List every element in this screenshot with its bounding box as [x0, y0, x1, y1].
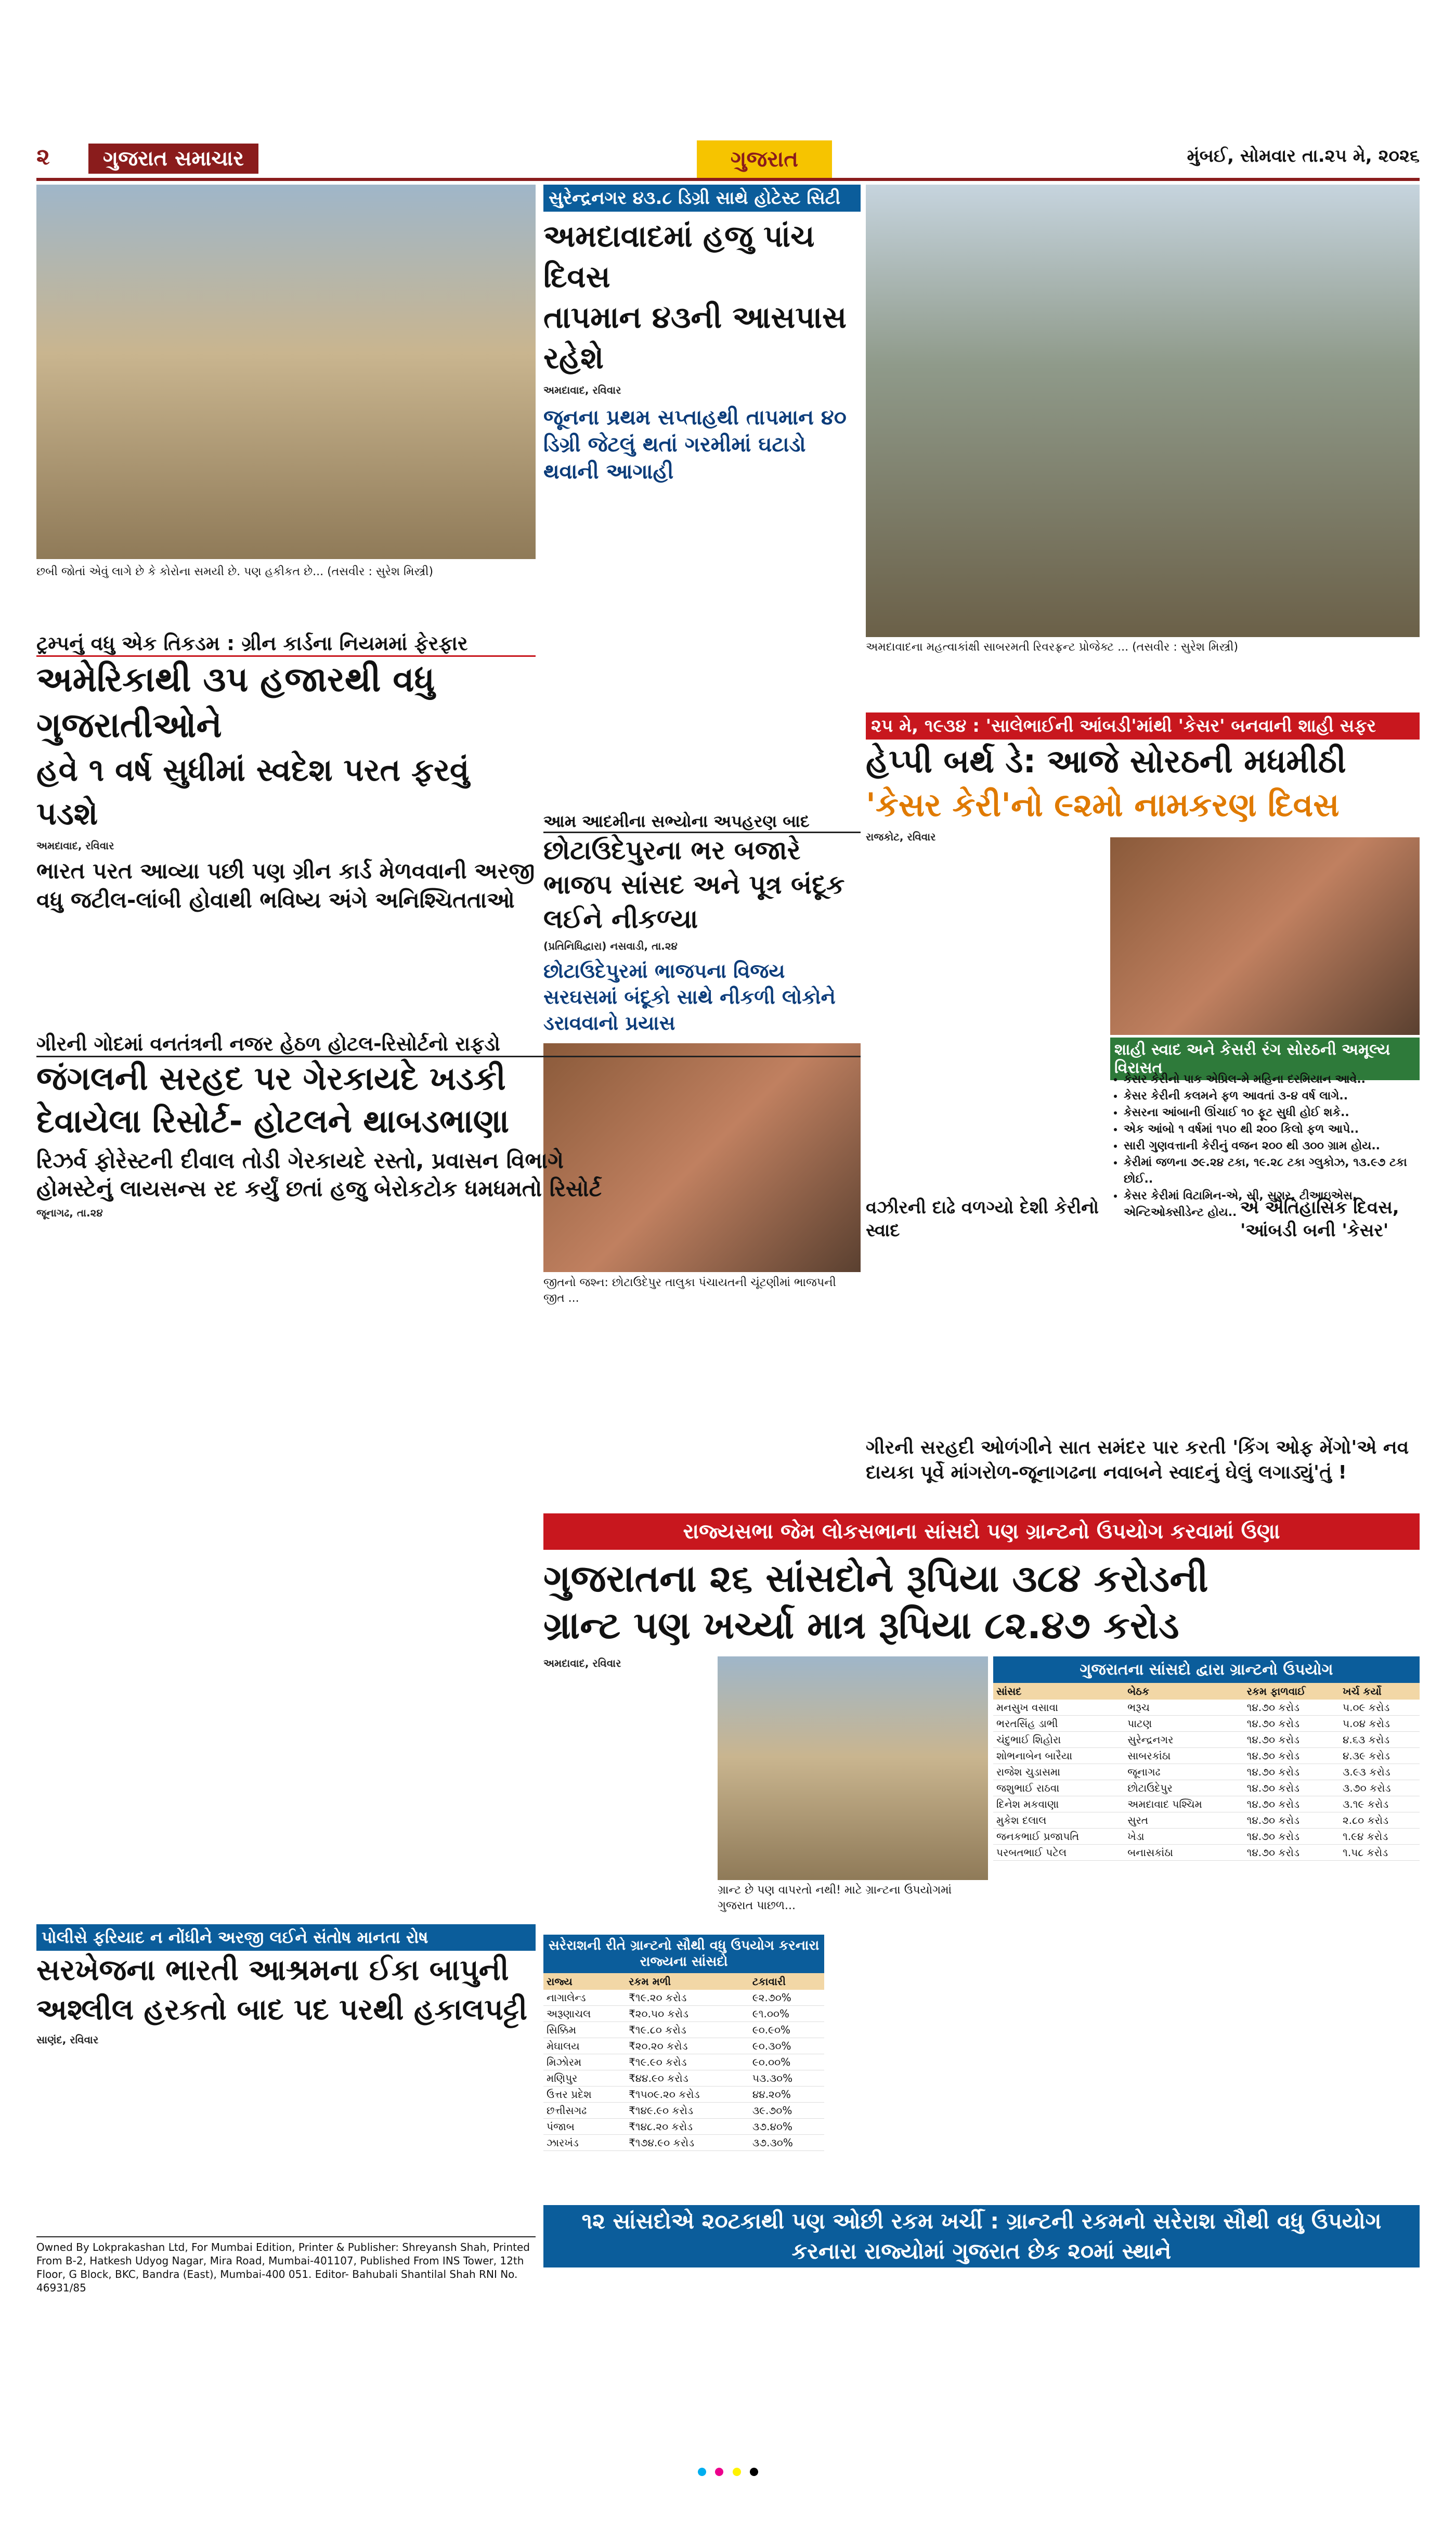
table-cell: છોટાઉદેપુર — [1124, 1780, 1243, 1796]
table-cell: ૧.૫૮ કરોડ — [1340, 1845, 1420, 1861]
states-row — [543, 2103, 824, 2119]
dateline: મુંબઈ, સોમવાર તા.૨૫ મે, ૨૦૨૬ — [1187, 146, 1420, 166]
mango-headline-1: હેપ્પી બર્થ ડે: આજે સોરઠની મધમીઠી — [866, 742, 1346, 780]
table-cell: મિઝોરમ — [543, 2054, 626, 2070]
yellow-dot — [733, 2468, 741, 2476]
table-cell: ૪.૩૯ કરોડ — [1340, 1748, 1420, 1764]
mango-headline-2: 'કેસર કેરી'નો ૯૨મો નામકરણ દિવસ — [866, 786, 1340, 824]
grant-headline-2: ગ્રાન્ટ પણ ખર્ચ્યા માત્ર રૂપિયા ૮૨.૪૭ કરોડ — [543, 1603, 1179, 1647]
table-cell: સુરત — [1124, 1812, 1243, 1829]
table-cell: અમદાવાદ પશ્ચિમ — [1124, 1796, 1243, 1812]
table-header: બેઠક — [1124, 1683, 1243, 1700]
table-header: ખર્ચ કર્યો — [1340, 1683, 1420, 1700]
paper-name: ગુજરાત સમાચાર — [88, 144, 258, 174]
aap-subhead: છોટાઉદેપુરમાં ભાજપના વિજય સરઘસમાં બંદૂકો સાથે નીકળી લોકોને ડરાવવાનો પ્રયાસ — [543, 960, 836, 1034]
table-cell: ૧૪.૭૦ કરોડ — [1244, 1732, 1340, 1748]
table-cell: ૫૩.૩૦% — [749, 2070, 824, 2087]
grant-dateline: અમદાવાદ, રવિવાર — [543, 1657, 621, 1669]
table-cell: અરૂણાચલ — [543, 2006, 626, 2022]
states-table-box — [543, 1935, 824, 2195]
table-cell: ₹૨૦.૨૦ કરોડ — [626, 2038, 749, 2054]
black-dot — [750, 2468, 758, 2476]
grant-headline-1: ગુજરાતના ૨૬ સાંસદોને રૂપિયા ૩૮૪ કરોડની — [543, 1557, 1208, 1600]
table-header: રકમ ફાળવાઈ — [1244, 1683, 1340, 1700]
mango-fact-item: • કેસર કેરીનો પાક એપ્રિલ-મે મહિના દરમિયાન આવે.. — [1124, 1071, 1420, 1088]
table-cell: ૧૪.૭૦ કરોડ — [1244, 1764, 1340, 1780]
resort-headline-2: દેવાયેલા રિસોર્ટ- હોટલને થાબડભાણા — [36, 1102, 510, 1140]
table-cell: ૯૦.૦૦% — [749, 2054, 824, 2070]
table-cell: સુરેન્દ્રનગર — [1124, 1732, 1243, 1748]
mango-fact-item: • સારી ગુણવત્તાની કેરીનું વજન ૨૦૦ થી ૩૦૦ ગ્રામ હોય.. — [1124, 1138, 1420, 1155]
photo-caption: છબી જોતાં એવું લાગે છે કે કોરોના સમયી છે. પણ હકીકત છે... (તસવીર : સુરેશ મિસ્ત્રી) — [36, 565, 434, 578]
table-cell: ૧૪.૭૦ કરોડ — [1244, 1748, 1340, 1764]
table-cell: ૧.૯૪ કરોડ — [1340, 1829, 1420, 1845]
table-cell: પંજાબ — [543, 2119, 626, 2135]
states-row — [543, 1990, 824, 2006]
trump-dateline: અમદાવાદ, રવિવાર — [36, 839, 114, 852]
aap-headline: છોટાઉદેપુરના ભર બજારે ભાજપ સાંસદ અને પૂત્ર બંદૂક લઈને નીકળ્યા — [543, 835, 845, 934]
table-cell: ₹૧૯.૮૦ કરોડ — [626, 2022, 749, 2038]
resort-kicker: ગીરની ગોદમાં વનતંત્રની નજર હેઠળ હોટલ-રિસોર્ટનો રાફડો — [36, 1032, 861, 1057]
magenta-dot — [715, 2468, 723, 2476]
table-cell: સાબરકાંઠા — [1124, 1748, 1243, 1764]
mp-table-box — [993, 1656, 1420, 2197]
mango-painting — [1110, 837, 1420, 1035]
table-cell: ૧૪.૭૦ કરોડ — [1244, 1796, 1340, 1812]
mp-row — [993, 1732, 1420, 1748]
table-cell: છત્તીસગઢ — [543, 2103, 626, 2119]
resort-subhead-1: રિઝર્વ ફોરેસ્ટની દીવાલ તોડી ગેરકાયદે રસ્તો, પ્રવાસન વિભાગે — [36, 1148, 564, 1173]
heat-dateline: અમદાવાદ, રવિવાર — [543, 384, 621, 396]
table-cell: મનસુખ વસાવા — [993, 1700, 1124, 1716]
table-cell: ₹૨૦.૫૦ કરોડ — [626, 2006, 749, 2022]
mango-fact-item: • કેસર કેરીની કલમને ફળ આવતાં ૩-૪ વર્ષ લાગે.. — [1124, 1088, 1420, 1105]
table-cell: ૧૪.૭૦ કરોડ — [1244, 1845, 1340, 1861]
heat-headline-1: અમદાવાદમાં હજુ પાંચ દિવસ — [543, 218, 815, 294]
table-cell: જૂનાગઢ — [1124, 1764, 1243, 1780]
table-header: રાજ્ય — [543, 1973, 626, 1990]
table-cell: શોભનાબેન બારૈયા — [993, 1748, 1124, 1764]
mango-bottom-headline: ગીરની સરહદી ઓળંગીને સાત સમંદર પાર કરતી 'કિંગ ઓફ મેંગો'એ નવ દાયકા પૂર્વે માંગરોળ-જૂનાગઢના નવાબને સ્વાદનું ઘેલું લગાડ્યું'તું ! — [866, 1437, 1409, 1483]
trump-subhead: ભારત પરત આવ્યા પછી પણ ગ્રીન કાર્ડ મેળવવાની અરજી વધુ જટીલ-લાંબી હોવાથી ભવિષ્ય અંગે અનિશ્ચિતતાઓ — [36, 858, 535, 913]
table-cell: ઝારખંડ — [543, 2135, 626, 2151]
states-table — [543, 1973, 824, 2151]
imprint: Owned By Lokprakashan Ltd, For Mumbai Edition, Printer & Publisher: Shreyansh Shah, Printed From B-2, Hatkesh Udyog Nagar, Mira Road, Mumbai-401107, Published From INS Tower, 12th Floor, G Block, BKC, Bandra (East), Mumbai-400 051. Editor- Bahubali Shantilal Shah RNI No. 46931/85 — [36, 2236, 536, 2309]
table-header: ટકાવારી — [749, 1973, 824, 1990]
table-cell: પાટણ — [1124, 1716, 1243, 1732]
table-cell: ₹૧૯.૯૦ કરોડ — [626, 2054, 749, 2070]
table-cell: ૯૦.૯૦% — [749, 2022, 824, 2038]
table-cell: મણિપુર — [543, 2070, 626, 2087]
table-cell: ૪.૬૩ કરોડ — [1340, 1732, 1420, 1748]
table-cell: સિક્કિમ — [543, 2022, 626, 2038]
table-cell: પરબતભાઈ પટેલ — [993, 1845, 1124, 1861]
police-kicker: પોલીસે ફરિયાદ ન નોંધીને અરજી લઈને સંતોષ માનતા રોષ — [36, 1924, 536, 1951]
mp-row — [993, 1716, 1420, 1732]
table-cell: ૫.૦૯ કરોડ — [1340, 1700, 1420, 1716]
mango-subhead-b: એ ઐતિહાસિક દિવસ, 'આંબડી બની 'કેસર' — [1240, 1197, 1399, 1241]
table-cell: ૩૭.૪૦% — [749, 2119, 824, 2135]
table-cell: જનકભાઈ પ્રજાપતિ — [993, 1829, 1124, 1845]
riverfront-photo — [866, 185, 1420, 637]
table-cell: નાગાલેન્ડ — [543, 1990, 626, 2006]
trump-story — [36, 632, 536, 1027]
resort-dateline: જૂનાગઢ, તા.૨૪ — [36, 1207, 103, 1219]
mp-row — [993, 1764, 1420, 1780]
table-cell: ઉત્તર પ્રદેશ — [543, 2087, 626, 2103]
states-row — [543, 2006, 824, 2022]
mp-row — [993, 1812, 1420, 1829]
table-header: સાંસદ — [993, 1683, 1124, 1700]
mango-subhead-a: વઝીરની દાઢે વળગ્યો દેશી કેરીનો સ્વાદ — [866, 1197, 1099, 1241]
table-cell: બનાસકાંઠા — [1124, 1845, 1243, 1861]
states-row — [543, 2054, 824, 2070]
mango-dateline: રાજકોટ, રવિવાર — [866, 831, 936, 843]
mango-fact-item: • કેરીમાં જળના ૭૯.૨૪ ટકા, ૧૯.૨૮ ટકા ગ્લુકોઝ, ૧૩.૯૭ ટકા છોઈ.. — [1124, 1155, 1420, 1188]
trump-kicker: ટ્રમ્પનું વધુ એક તિકડમ : ગ્રીન કાર્ડના નિયમમાં ફેરફાર — [36, 632, 536, 657]
grant-footer-banner: ૧૨ સાંસદોએ ૨૦ટકાથી પણ ઓછી રકમ ખર્ચી : ગ્રાન્ટની રકમનો સરેરાશ સૌથી વધુ ઉપયોગ કરનારા રાજ્યોમાં ગુજરાત છેક ૨૦માં સ્થાને — [543, 2205, 1420, 2267]
table-cell: ભરૂચ — [1124, 1700, 1243, 1716]
table-cell: ₹૧૪૮.૨૦ કરોડ — [626, 2119, 749, 2135]
table-cell: દિનેશ મકવાણા — [993, 1796, 1124, 1812]
states-row — [543, 2070, 824, 2087]
police-headline-1: સરખેજના ભારતી આશ્રમના ઈકા બાપુની — [36, 1953, 509, 1987]
table-cell: ૧૪.૭૦ કરોડ — [1244, 1780, 1340, 1796]
aap-dateline: (પ્રતિનિધિદ્વારા) નસવાડી, તા.૨૪ — [543, 940, 678, 952]
mp-row — [993, 1700, 1420, 1716]
table-cell: જશુભાઈ રાઠવા — [993, 1780, 1124, 1796]
section-label: ગુજરાત — [697, 140, 832, 178]
trump-headline-1: અમેરિકાથી ૩પ હજારથી વધુ ગુજરાતીઓને — [36, 659, 435, 745]
mp-table — [993, 1683, 1420, 1861]
mango-kicker: ૨૫ મે, ૧૯૩૪ : 'સાલેભાઈની આંબડી'માંથી 'કેસર' બનવાની શાહી સફર — [866, 712, 1420, 740]
trump-headline-2: હવે ૧ વર્ષ સુધીમાં સ્વદેશ પરત ફરવું પડશે — [36, 752, 470, 832]
table-cell: ૪૪.૨૦% — [749, 2087, 824, 2103]
mango-fact-item: • કેસરના આંબાની ઊંચાઈ ૧૦ ફૂટ સુધી હોઈ શકે.. — [1124, 1105, 1420, 1121]
mp-row — [993, 1845, 1420, 1861]
mango-banner: શાહી સ્વાદ અને કેસરી રંગ સોરઠની અમૂલ્ય વિરાસત — [1110, 1038, 1420, 1080]
table-cell: ₹૧૭૪.૯૦ કરોડ — [626, 2135, 749, 2151]
states-row — [543, 2038, 824, 2054]
table-cell: ₹૪૪.૯૦ કરોડ — [626, 2070, 749, 2087]
states-row — [543, 2119, 824, 2135]
resort-story — [36, 1032, 861, 1511]
mp-row — [993, 1748, 1420, 1764]
table-cell: ૯૧.૦૦% — [749, 2006, 824, 2022]
police-story — [36, 1924, 536, 2205]
table-cell: ૩.૧૯ કરોડ — [1340, 1796, 1420, 1812]
heat-subhead: જૂનના પ્રથમ સપ્તાહથી તાપમાન ૪૦ ડિગ્રી જેટલું થતાં ગરમીમાં ઘટાડો થવાની આગાહી — [543, 406, 847, 484]
grant-cartoon-caption: ગ્રાન્ટ છે પણ વાપરતો નથી! માટે ગ્રાન્ટના ઉપયોગમાં ગુજરાત પાછળ... — [718, 1884, 952, 1912]
table-cell: ₹૧૪૯.૯૦ કરોડ — [626, 2103, 749, 2119]
table-cell: ૯૨.૭૦% — [749, 1990, 824, 2006]
table-cell: ચંદુભાઈ શિહોરા — [993, 1732, 1124, 1748]
table-cell: ₹૧૯.૨૦ કરોડ — [626, 1990, 749, 2006]
table-cell: ૩૭.૩૦% — [749, 2135, 824, 2151]
grant-kicker: રાજ્યસભા જેમ લોકસભાના સાંસદો પણ ગ્રાન્ટનો ઉપયોગ કરવામાં ઉણા — [543, 1513, 1420, 1550]
mp-table-title: ગુજરાતના સાંસદો દ્વારા ગ્રાન્ટનો ઉપયોગ — [993, 1656, 1420, 1683]
table-cell: મુકેશ દલાલ — [993, 1812, 1124, 1829]
resort-headline-1: જંગલની સરહદ પર ગેરકાયદે ખડકી — [36, 1059, 506, 1097]
table-cell: ૩.૭૦ કરોડ — [1340, 1780, 1420, 1796]
rally-caption: જીતનો જશ્ન: છોટાઉદેપુર તાલુકા પંચાયતની ચૂંટણીમાં ભાજપની જીત ... — [543, 1276, 836, 1305]
heat-story — [543, 185, 861, 804]
table-header: રકમ મળી — [626, 1973, 749, 1990]
table-cell: ૩.૯૩ કરોડ — [1340, 1764, 1420, 1780]
table-cell: ભરતસિંહ ડાભી — [993, 1716, 1124, 1732]
police-dateline: સાણંદ, રવિવાર — [36, 2033, 99, 2046]
table-cell: ₹૧૫૦૯.૨૦ કરોડ — [626, 2087, 749, 2103]
states-row — [543, 2135, 824, 2151]
page-header — [36, 140, 1420, 181]
grant-cartoon — [718, 1656, 988, 1880]
cyan-dot — [698, 2468, 706, 2476]
table-cell: ૧૪.૭૦ કરોડ — [1244, 1716, 1340, 1732]
states-row — [543, 2087, 824, 2103]
heat-kicker: સુરેન્દ્રનગર ૪૩.૮ ડિગ્રી સાથે હોટેસ્ટ સિટી — [543, 185, 861, 212]
page-number: ૨ — [36, 144, 50, 170]
police-headline-2: અશ્લીલ હરકતો બાદ પદ પરથી હકાલપટ્ટી — [36, 1993, 527, 2027]
mango-fact-item: • એક આંબો ૧ વર્ષમાં ૧૫૦ થી ૨૦૦ કિલો ફળ આપે.. — [1124, 1121, 1420, 1138]
table-cell: ૫.૦૪ કરોડ — [1340, 1716, 1420, 1732]
resort-subhead-2: હોમસ્ટેનું લાયસન્સ રદ કર્યું છતાં હજુ બેરોકટોક ધમધમતો રિસોર્ટ — [36, 1176, 602, 1201]
table-cell: ખેડા — [1124, 1829, 1243, 1845]
table-cell: ૧૪.૭૦ કરોડ — [1244, 1700, 1340, 1716]
table-cell: મેઘાલય — [543, 2038, 626, 2054]
mp-row — [993, 1796, 1420, 1812]
table-cell: ૩૯.૭૦% — [749, 2103, 824, 2119]
table-cell: ૯૦.૩૦% — [749, 2038, 824, 2054]
table-cell: ૧૪.૭૦ કરોડ — [1244, 1829, 1340, 1845]
mango-story — [866, 712, 1420, 1508]
heat-headline-2: તાપમાન ૪૩ની આસપાસ રહેશે — [543, 300, 847, 375]
aap-kicker: આમ આદમીના સભ્યોના અપહરણ બાદ — [543, 811, 861, 833]
children-queue-photo — [36, 185, 536, 559]
mp-row — [993, 1829, 1420, 1845]
table-cell: ૧૪.૭૦ કરોડ — [1244, 1812, 1340, 1829]
mp-row — [993, 1780, 1420, 1796]
states-row — [543, 2022, 824, 2038]
registration-marks — [36, 2468, 1420, 2483]
mango-fact-item: • કેસર કેરીમાં વિટામિન-એ, સી, સુગર, ટીઆઇએસ, એન્ટિઓક્સીડેન્ટ હોય.. — [1124, 1188, 1420, 1221]
riverfront-caption: અમદાવાદના મહત્વાકાંક્ષી સાબરમતી રિવરફ્રન્ટ પ્રોજેક્ટ ... (તસવીર : સુરેશ મિસ્ત્રી) — [866, 641, 1239, 654]
table-cell: રાજેશ ચુડાસમા — [993, 1764, 1124, 1780]
states-table-title: સરેરાશની રીતે ગ્રાન્ટનો સૌથી વધુ ઉપયોગ કરનારા રાજ્યના સાંસદો — [543, 1935, 824, 1973]
table-cell: ૨.૮૦ કરોડ — [1340, 1812, 1420, 1829]
